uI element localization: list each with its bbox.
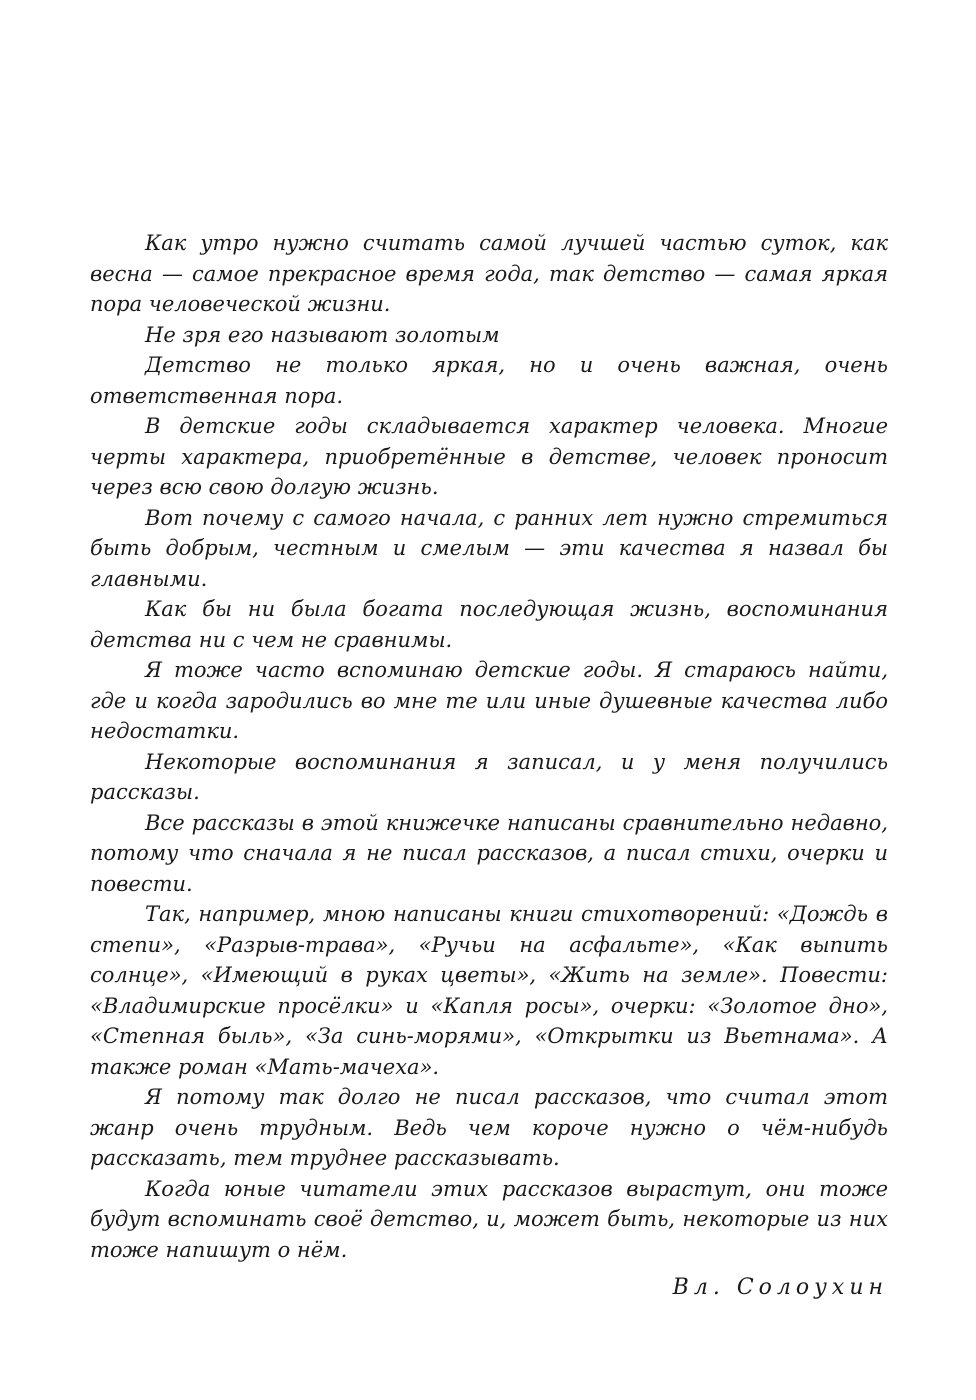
paragraph-9: Все рассказы в этой книжечке написаны сравнительно недавно, потому что сначала я не писал рассказов, а писал стихи, очерки и повести. [90,810,888,896]
paragraph-1: Как утро нужно считать самой лучшей частью суток, как весна — самое прекрасное время года, так детство — самая яркая пора человеческой жизни. [90,231,888,316]
paragraph-8: Некоторые воспоминания я записал, и у меня получились рассказы. [90,749,888,804]
author-signature: Вл. Солоухин [672,1275,888,1300]
paragraph-6: Как бы ни была богата последующая жизнь, воспоминания детства ни с чем не сравнимы. [90,597,888,652]
paragraph-7: Я тоже часто вспоминаю детские годы. Я стараюсь найти, где и когда зародились во мне те или иные душевные качества либо недостатки. [90,658,888,743]
paragraph-3: Детство не только яркая, но и очень важная, очень ответственная пора. [90,353,888,408]
paragraph-2: Не зря его называют золотым [145,322,500,347]
paragraph-5: Вот почему с самого начала, с ранних лет нужно стремиться быть добрым, честным и смелым — эти качества я назвал бы главными. [90,505,888,591]
paragraph-11: Я потому так долго не писал рассказов, что считал этот жанр очень трудным. Ведь чем короче нужно о чём-нибудь рассказать, тем труднее рассказывать. [90,1085,888,1170]
paragraph-10: Так, например, мною написаны книги стихотворений: «Дождь в степи», «Разрыв-трава», «Ручьи на асфальте», «Как выпить солнце», «Имеющий в руках цветы», «Жить на земле». Повести: «Владимирские просёлки» и «Капля росы», очерки: «Золотое дно», «Степная быль», «За синь-морями», «Открытки из Вьетнама». А также роман «Мать-мачеха». [90,902,888,1079]
preface-text [90,228,888,1304]
paragraph-4: В детские годы складывается характер человека. Многие черты характера, приобретённые в детстве, человек проносит через всю свою долгую жизнь. [90,414,888,499]
paragraph-12: Когда юные читатели этих рассказов вырастут, они тоже будут вспоминать своё детство, и, может быть, некоторые из них тоже напишут о нём. [90,1176,888,1262]
